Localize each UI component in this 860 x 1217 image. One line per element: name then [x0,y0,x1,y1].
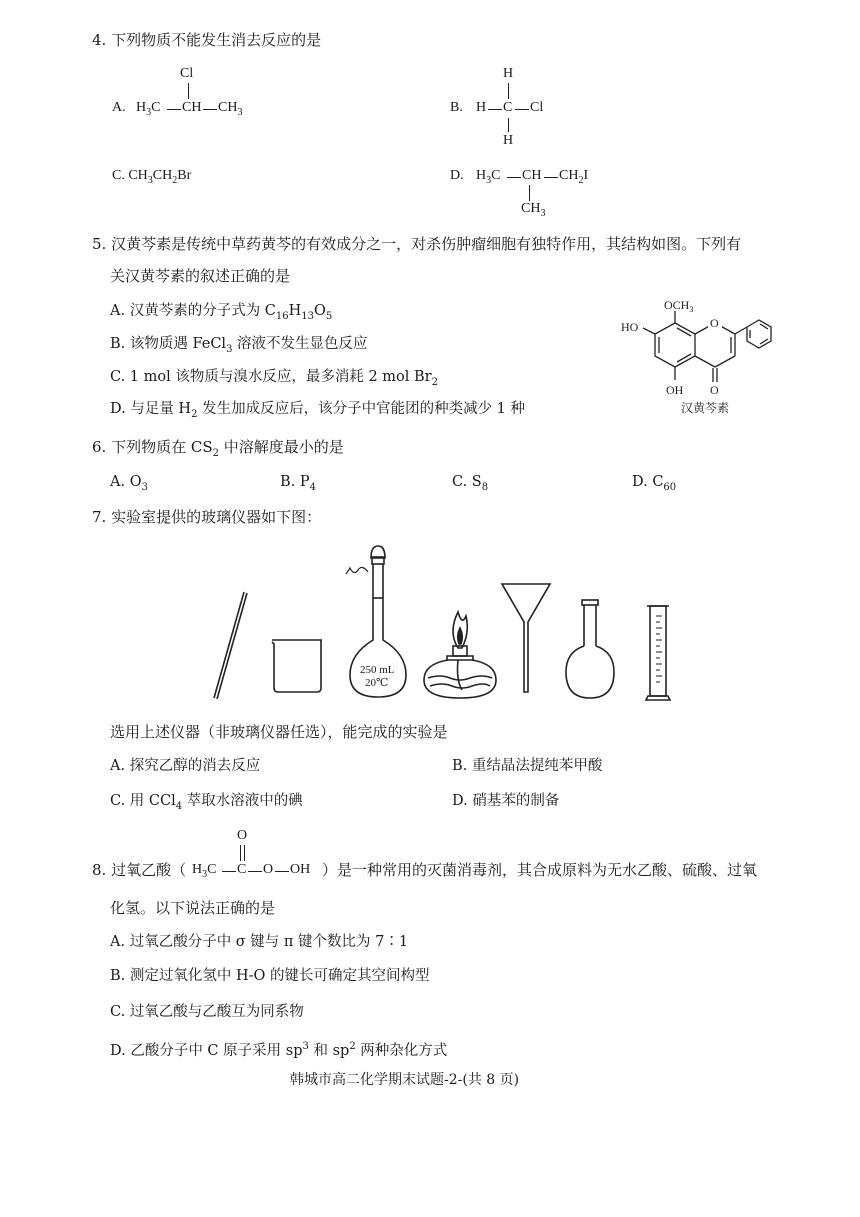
q4-d-bond [507,177,521,178]
q4-b-c: C [503,100,513,115]
oh-label: OH [666,383,684,397]
q4-d-ch3: $CH_3$ [521,201,546,219]
q8-option-d[interactable]: D. 乙酸分子中 C 原子采用 $sp^3$ 和 $sp^2$ 两种杂化方式 [110,1041,448,1059]
q4-a-bond-vertical [188,83,189,99]
q6-option-d[interactable]: D. $C_{60}$ [632,474,677,493]
q4-d-label: D. [450,168,464,183]
round-bottom-flask-shape [566,646,614,698]
q4-b-h-top: H [503,66,514,81]
q8-stem-post: ）是一种常用的灭菌消毒剂，其合成原料为无水乙酸、硫酸、过氧 [322,861,758,879]
q5-option-d[interactable]: D. 与足量 $H_2$ 发生加成反应后，该分子中官能团的种类减少 1 种 [110,401,526,420]
q4-b-label: B. [450,100,463,115]
q5-stem-line1: 5. 汉黄芩素是传统中草药黄芩的有效成分之一，对杀伤肿瘤细胞有独特作用，其结构如图。下列有 [92,235,742,253]
q5-option-a[interactable]: A. 汉黄芩素的分子式为 $C_{16}H_{13}O_5$ [110,303,333,322]
q5-stem-line2: 关汉黄芩素的叙述正确的是 [110,267,291,285]
q4-b-cl: Cl [530,100,544,115]
q4-b-bond [488,109,502,110]
q8-stem-line2: 化氢。以下说法正确的是 [110,899,276,917]
q4-a-bond [203,109,217,110]
q4-d-ch2i: $CH_2I$ [559,168,589,186]
q5-option-b[interactable]: B. 该物质遇 FeCl$_3$ 溶液不发生显色反应 [110,336,368,355]
q7-option-b[interactable]: B. 重结晶法提纯苯甲酸 [452,758,603,774]
q7-option-c[interactable]: C. 用 CCl$_4$ 萃取水溶液中的碘 [110,793,303,812]
q4-a-label: A. [112,100,126,115]
q5-option-c[interactable]: C. 1 mol 该物质与溴水反应，最多消耗 2 mol $Br_2$ [110,369,438,388]
q6-option-c[interactable]: C. $S_8$ [452,474,489,493]
q6-stem: 6. 下列物质在 $CS_2$ 中溶解度最小的是 [92,438,344,459]
ketone-oxygen-label: O [710,383,719,397]
glass-rod-shape [214,592,244,698]
q4-a-bond [167,109,181,110]
funnel-shape [502,584,550,692]
q4-a-ch3: $CH_3$ [218,100,243,118]
q4-a-ch: CH [182,100,202,115]
q4-b-h-bottom: H [503,133,514,148]
q7-option-d[interactable]: D. 硝基苯的制备 [452,793,560,809]
wogonin-structure-diagram [615,298,785,420]
q6-option-a[interactable]: A. $O_3$ [110,474,148,493]
q4-b-bond [515,109,529,110]
q4-d-bond [544,177,558,178]
q4-a-h3c: $H_3C$ [136,100,161,118]
ho-label: HO [621,320,639,334]
alcohol-lamp-body [424,660,496,698]
page-footer: 韩城市高二化学期末试题-2-(共 8 页) [290,1072,520,1088]
q8-option-b[interactable]: B. 测定过氧化氢中 H-O 的键长可确定其空间构型 [110,968,430,984]
ring-oxygen-label: O [710,316,719,330]
q8-stem-pre: 8. 过氧乙酸（ [92,861,187,879]
q4-a-cl: Cl [180,66,194,81]
q7-option-a[interactable]: A. 探究乙醇的消去反应 [110,758,261,774]
q4-d-h3c: $H_3C$ [476,168,501,186]
q8-option-a[interactable]: A. 过氧乙酸分子中 σ 键与 π 键个数比为 7∶1 [110,934,409,950]
q4-b-bond [508,118,509,132]
beaker-shape [272,640,321,692]
q6-option-b[interactable]: B. $P_4$ [280,474,317,493]
q4-stem: 4. 下列物质不能发生消去反应的是 [92,31,322,49]
structure-caption: 汉黄芩素 [681,401,730,415]
q4-b-bond [508,83,509,99]
q4-b-h-left: H [476,100,487,115]
flask-volume-label: 250 mL [360,664,395,676]
och3-label: $OCH_3$ [664,298,694,314]
q7-stem: 7. 实验室提供的玻璃仪器如下图： [92,508,322,526]
q4-d-bond-vertical [529,185,530,201]
glassware-diagram [200,540,680,710]
q8-option-c[interactable]: C. 过氧乙酸与乙酸互为同系物 [110,1004,304,1020]
q7-question: 选用上述仪器（非玻璃仪器任选），能完成的实验是 [110,723,448,741]
flask-temperature-label: 20℃ [365,677,389,689]
q4-d-ch: CH [522,168,542,183]
q4-option-c[interactable]: C. $CH_3CH_2Br$ [112,168,192,186]
